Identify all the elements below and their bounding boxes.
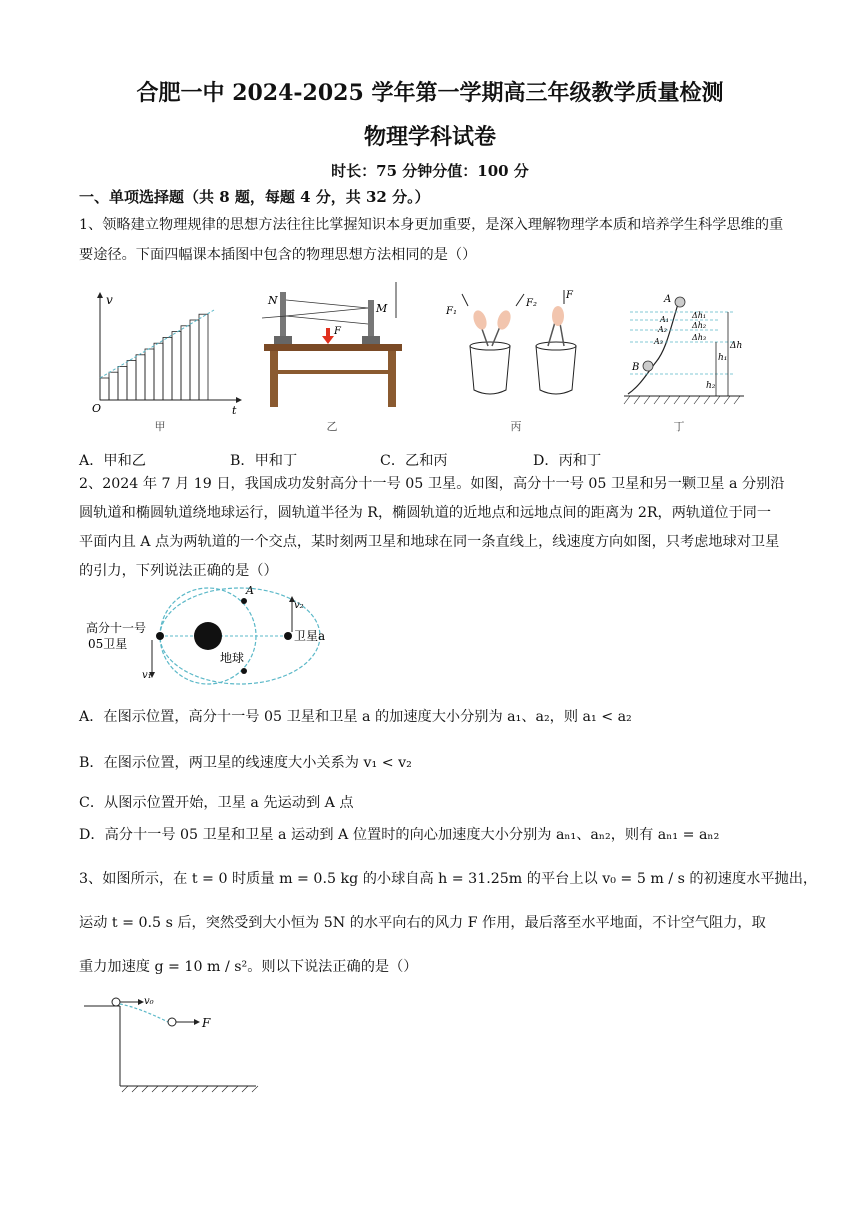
- q3-line-1: 3、如图所示，在 t = 0 时质量 m = 0.5 kg 的小球自高 h = 31.25m 的平台上以 v₀ = 5 m / s 的初速度水平抛出，: [79, 871, 818, 887]
- label-h1: h₁: [718, 353, 728, 363]
- q2-orbit-figure: [80, 580, 380, 692]
- v1-label: v₁: [142, 670, 152, 681]
- step-bar: [181, 326, 190, 400]
- sat-a-label: 卫星a: [294, 629, 326, 643]
- q3-figure: [80, 992, 280, 1098]
- axis-t-label: t: [232, 404, 237, 417]
- caption-jia: 甲: [154, 420, 166, 433]
- step-bar: [172, 332, 181, 400]
- q1-figure-bing: [440, 286, 590, 416]
- q3-line-3: 重力加速度 g = 10 m / s²。则以下说法正确的是（）: [79, 959, 418, 975]
- exam-subject: 物理学科试卷: [363, 124, 496, 150]
- step-bar: [190, 320, 199, 400]
- origin-label: O: [92, 402, 102, 415]
- label-A3: A₃: [654, 337, 663, 346]
- point-A-label: A: [246, 584, 254, 597]
- q1-figure-ding: [620, 290, 760, 414]
- caption-yi: 乙: [326, 420, 338, 433]
- section-heading: 一、单项选择题（共 8 题，每题 4 分，共 32 分。）: [79, 188, 430, 206]
- v0-label: v₀: [144, 996, 154, 1007]
- q2-option-a[interactable]: A．在图示位置，高分十一号 05 卫星和卫星 a 的加速度大小分别为 a₁、a₂，则 a₁ < a₂: [79, 709, 632, 725]
- q3-line-2: 运动 t = 0.5 s 后，突然受到大小恒为 5N 的水平向右的风力 F 作用，最后落至水平地面，不计空气阻力，取: [79, 915, 766, 931]
- q1-option-a[interactable]: A．甲和乙: [79, 453, 146, 469]
- label-M: M: [376, 302, 388, 315]
- label-dh3: Δh₃: [692, 333, 707, 342]
- q1-stem: 1、领略建立物理规律的思想方法往往比掌握知识本身更加重要，是深入理解物理学本质和培养学生科学思维的重要途径。下面四幅课本插图中包含的物理思想方法相同的是（）: [79, 217, 784, 263]
- label-A2: A₂: [658, 325, 667, 334]
- step-bar: [136, 355, 145, 400]
- label-A: A: [664, 294, 672, 305]
- q1-figure-yi: [256, 278, 416, 414]
- step-bar: [145, 349, 154, 400]
- label-F: F: [334, 326, 341, 337]
- label-F1: F₁: [446, 306, 457, 317]
- label-dh: Δh: [730, 341, 743, 351]
- satellite-a-icon: [284, 632, 292, 640]
- q1-option-b[interactable]: B．甲和丁: [230, 453, 298, 469]
- q1-option-c[interactable]: C．乙和丙: [380, 453, 448, 469]
- label-F2: F₂: [526, 298, 537, 309]
- q1-option-d[interactable]: D．丙和丁: [533, 453, 602, 469]
- earth-label: 地球: [220, 651, 245, 665]
- label-F: F: [566, 290, 573, 301]
- label-dh2: Δh₂: [692, 321, 707, 330]
- step-bar: [109, 372, 118, 400]
- sat05-label-1: 高分十一号: [86, 621, 147, 635]
- label-B: B: [632, 362, 640, 373]
- q1-figure-jia: [86, 288, 246, 418]
- step-bar: [127, 361, 136, 400]
- label-N: N: [268, 294, 278, 307]
- step-bar: [163, 337, 172, 400]
- caption-ding: 丁: [673, 420, 685, 433]
- q2-option-d[interactable]: D．高分十一号 05 卫星和卫星 a 运动到 A 位置时的向心加速度大小分别为 aₙ₁、aₙ₂，则有 aₙ₁ = aₙ₂: [79, 827, 720, 843]
- caption-bing: 丙: [510, 420, 522, 433]
- sat05-label-2: 05卫星: [88, 637, 128, 651]
- step-bar: [154, 343, 163, 400]
- force-F-label: F: [202, 1016, 211, 1030]
- earth-icon: [194, 622, 222, 650]
- q2-stem: 2、2024 年 7 月 19 日，我国成功发射高分十一号 05 卫星。如图，高分十一号 05 卫星和另一颗卫星 a 分别沿圆轨道和椭圆轨道绕地球运行，圆轨道半径为 R，椭圆轨道的近地点和远地点间的距离为 2R，两轨道位于同一平面内且 A 点为两轨道的一个交点，某时刻两卫星和地球在同一条直线上，线速度方向如图，只考虑地球对卫星的引力，下列说法正确的是（）: [79, 476, 785, 579]
- exam-meta: 时长：75 分钟分值：100 分: [331, 162, 529, 180]
- q2-option-c[interactable]: C．从图示位置开始，卫星 a 先运动到 A 点: [79, 795, 354, 811]
- label-dh1: Δh₁: [692, 311, 707, 320]
- step-bar: [100, 378, 109, 400]
- v2-label: v₂: [294, 600, 304, 611]
- q2-option-b[interactable]: B．在图示位置，两卫星的线速度大小关系为 v₁ < v₂: [79, 755, 412, 771]
- step-bar: [118, 366, 127, 400]
- satellite-05-icon: [156, 632, 164, 640]
- step-bar: [199, 314, 208, 400]
- label-A1: A₁: [660, 315, 669, 324]
- exam-title: 合肥一中 2024-2025 学年第一学期高三年级教学质量检测: [136, 80, 724, 106]
- axis-v-label: v: [106, 293, 113, 307]
- label-h2: h₂: [706, 381, 716, 391]
